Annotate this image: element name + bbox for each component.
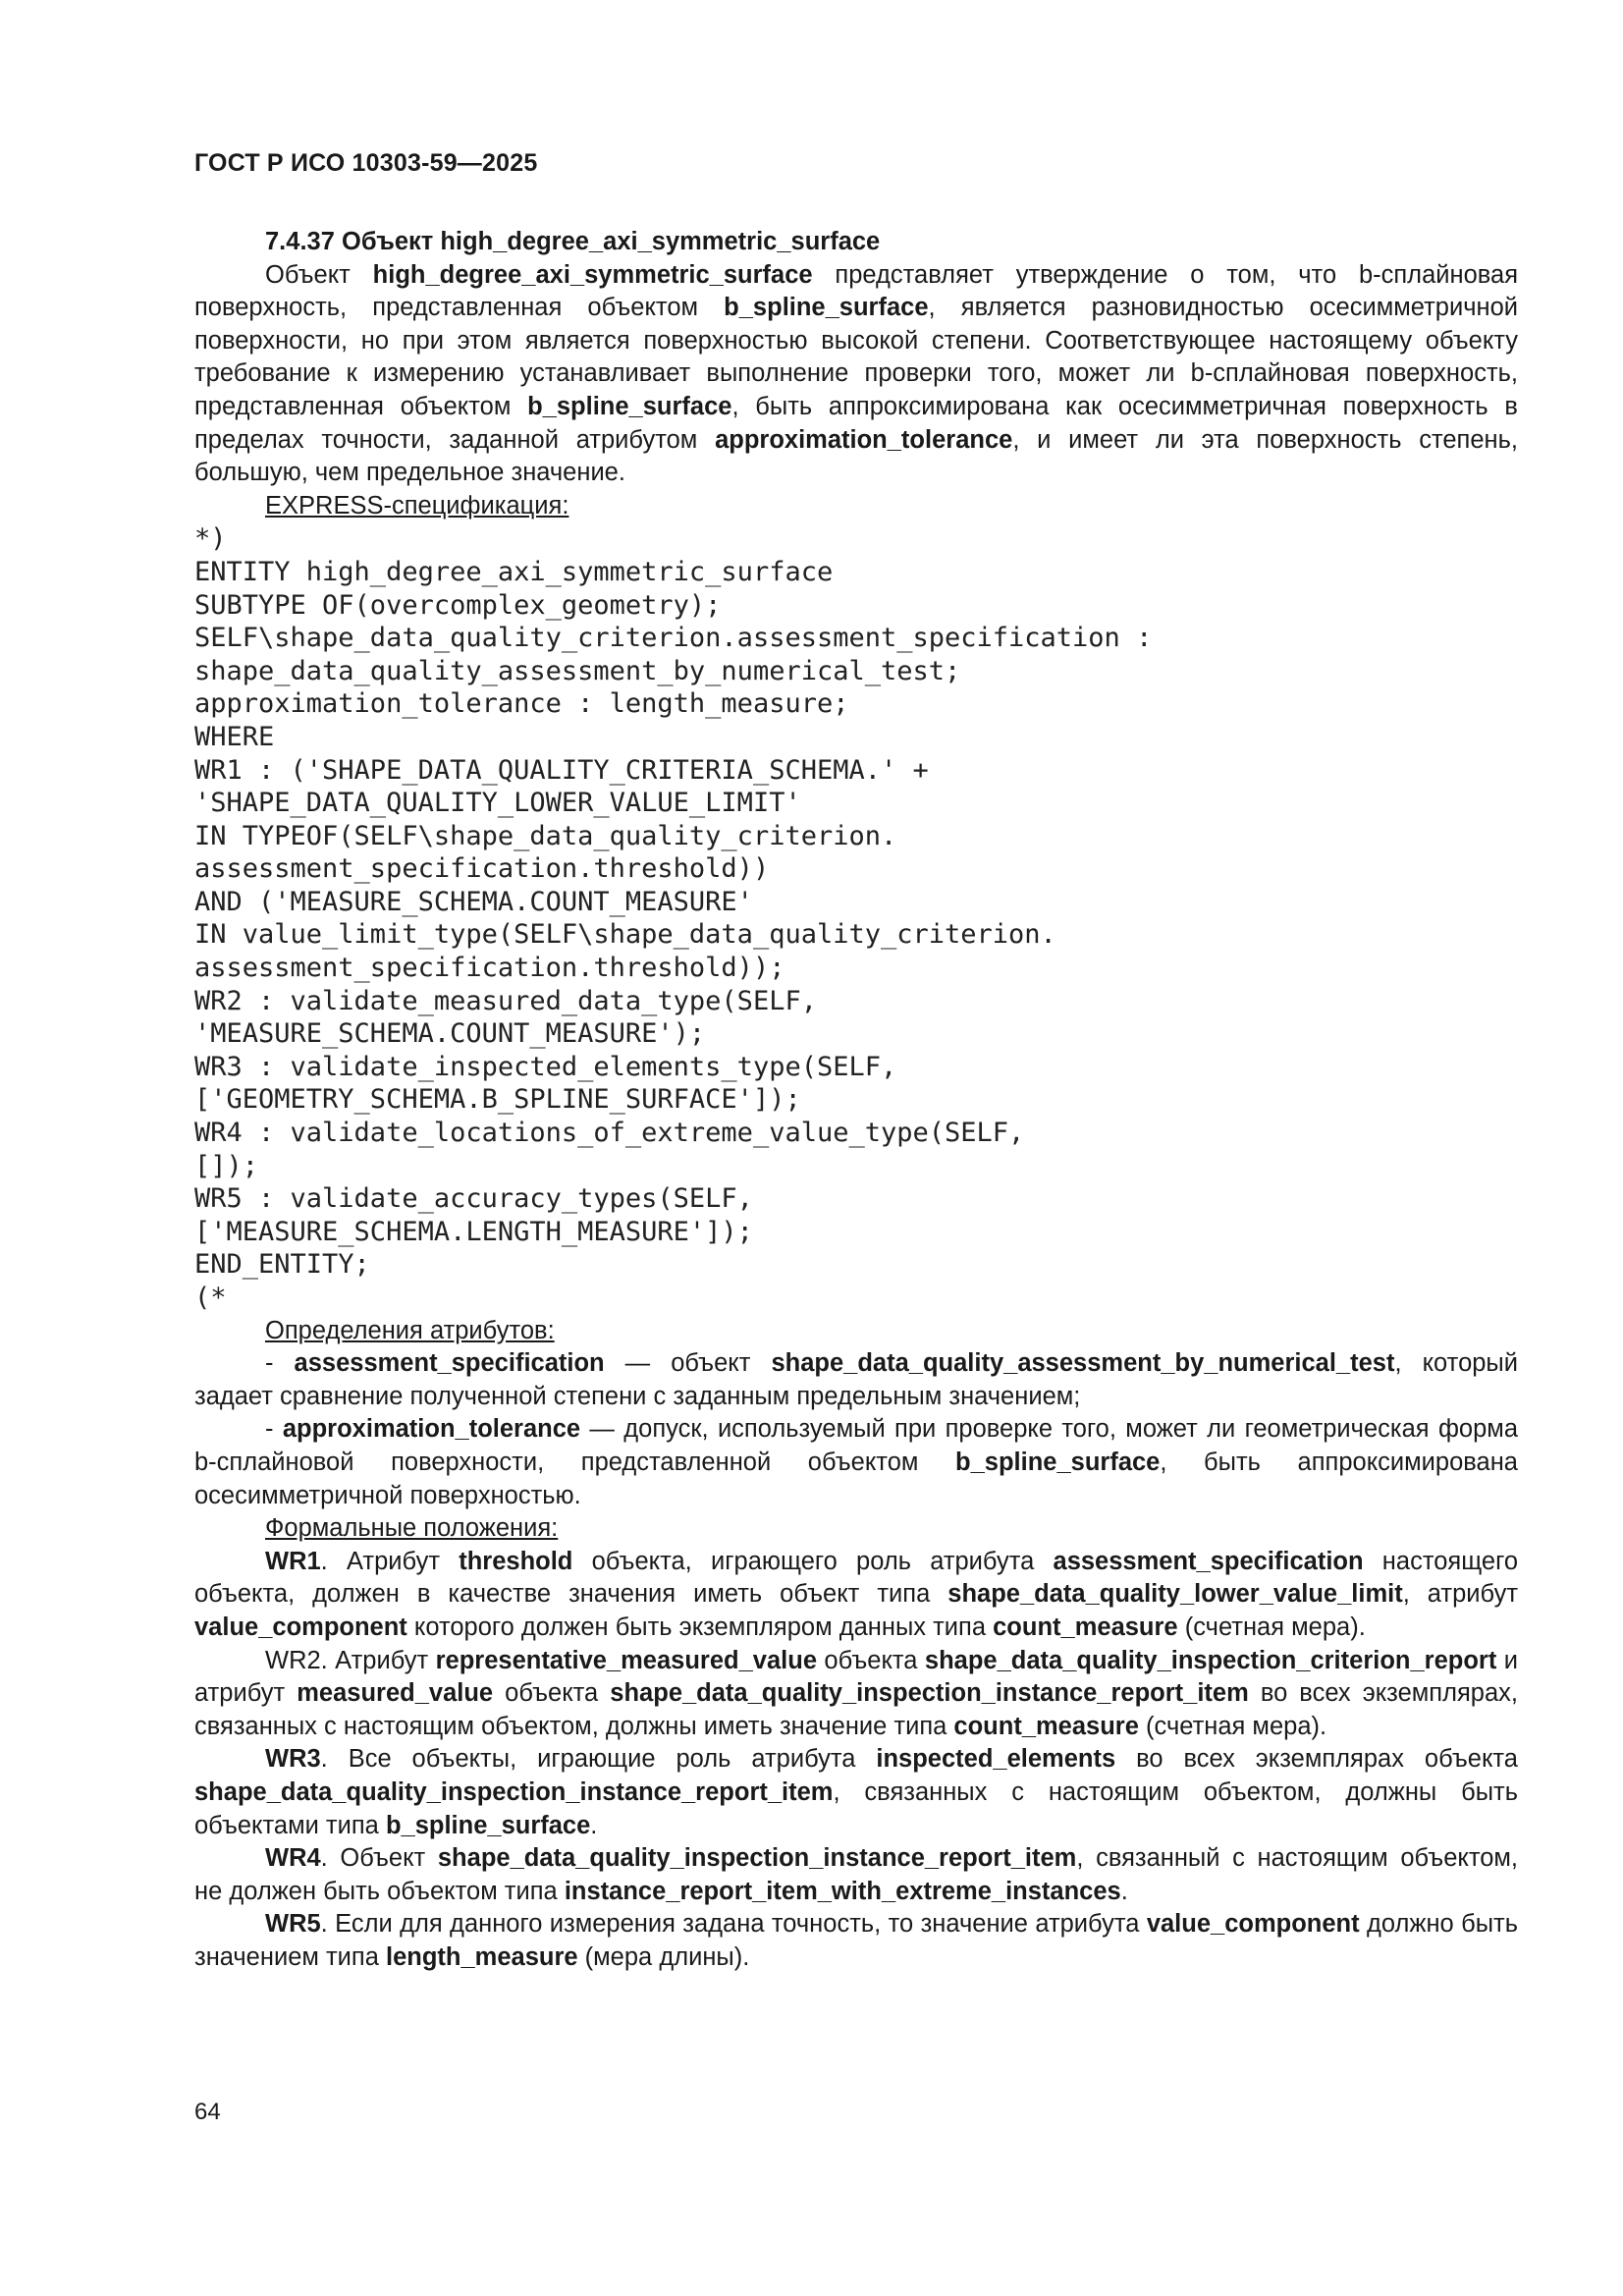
- entity-name: shape_data_quality_inspection_instance_report_item: [437, 1844, 1077, 1873]
- entity-name: instance_report_item_with_extreme_instances: [564, 1877, 1121, 1905]
- attr-text: , который задает сравнение полученной степени с заданным предельным значением;: [194, 1349, 1518, 1410]
- entity-name: shape_data_quality_inspection_criterion_report: [924, 1646, 1497, 1674]
- express-heading: EXPRESS-спецификация:: [265, 491, 569, 519]
- rule-text: во всех экземплярах, связанных с настоящим объектом, должны иметь значение типа: [194, 1679, 1518, 1740]
- document-header: ГОСТ Р ИСО 10303-59—2025: [194, 149, 538, 177]
- rule-text: . Если для данного измерения задана точность, то значение атрибута: [320, 1910, 1147, 1939]
- rule-label: WR3: [265, 1745, 321, 1774]
- rule-text: . Все объекты, играющие роль атрибута: [320, 1745, 877, 1774]
- intro-text: , и имеет ли эта поверхность степень, большую, чем предельное значение.: [194, 425, 1518, 487]
- intro-text: , быть аппроксимирована как осесимметричная поверхность в пределах точности, заданной атрибутом: [194, 392, 1518, 454]
- attribute-name: value_component: [194, 1613, 407, 1641]
- section-title: 7.4.37 Объект high_degree_axi_symmetric_surface: [265, 228, 881, 255]
- intro-paragraph: [194, 259, 1518, 490]
- attr-text: — допуск, используемый при проверке того, может ли геометрическая форма b-сплайновой поверхности, представленной объектом: [194, 1415, 1518, 1476]
- attribute-name: assessment_specification: [294, 1349, 605, 1378]
- intro-text: , является разновидностью осесимметричной поверхности, но при этом является поверхностью высокой степени. Соответствующее настоящему объекту требование к измерению устанавливает выполнение проверки того, может ли b-сплайновая поверхность, представленная объектом: [194, 294, 1518, 420]
- entity-name: shape_data_quality_inspection_instance_report_item: [194, 1777, 834, 1806]
- attribute-name: approximation_tolerance: [282, 1415, 581, 1444]
- attribute-name: threshold: [459, 1547, 573, 1575]
- express-code-block: *) ENTITY high_degree_axi_symmetric_surface SUBTYPE OF(overcomplex_geometry); SELF\shape_data_quality_criterion.assessment_specification : shape_data_quality_assessment_by_numerical_test; approximation_tolerance : length_measure; WHERE WR1 : ('SHAPE_DATA_QUALITY_CRITERIA_SCHEMA.' + 'SHAPE_DATA_QUALITY_LOWER_VALUE_LIMIT' IN TYPEOF(SELF\shape_data_quality_criterion. assessment_specification.threshold)) AND ('MEASURE_SCHEMA.COUNT_MEASURE' IN value_limit_type(SELF\shape_data_quality_criterion. assessment_specification.threshold)); WR2 : validate_measured_data_type(SELF, 'MEASURE_SCHEMA.COUNT_MEASURE'); WR3 : validate_inspected_elements_type(SELF, ['GEOMETRY_SCHEMA.B_SPLINE_SURFACE']); WR4 : validate_locations_of_extreme_value_type(SELF, []); WR5 : validate_accuracy_types(SELF, ['MEASURE_SCHEMA.LENGTH_MEASURE']); END_ENTITY; (*: [194, 523, 1153, 1313]
- rule-wr5: [194, 1908, 1518, 1974]
- entity-name: b_spline_surface: [527, 392, 732, 420]
- rule-wr3: [194, 1743, 1518, 1842]
- rule-text: объекта: [493, 1679, 611, 1708]
- rule-text: и атрибут: [194, 1646, 1518, 1708]
- attribute-name: measured_value: [297, 1679, 494, 1708]
- attr-definition: [194, 1413, 1518, 1512]
- rule-wr1: [194, 1546, 1518, 1645]
- rule-text: . Атрибут: [320, 1547, 460, 1575]
- rule-label: WR4: [265, 1844, 321, 1873]
- list-dash: -: [265, 1349, 295, 1378]
- entity-name: high_degree_axi_symmetric_surface: [372, 260, 813, 289]
- attribute-name: representative_measured_value: [435, 1646, 817, 1674]
- rule-label: WR1: [265, 1547, 321, 1575]
- rule-label: WR5: [265, 1910, 321, 1939]
- rule-text: которого должен быть экземпляром данных типа: [406, 1613, 994, 1641]
- type-name: count_measure: [993, 1613, 1178, 1641]
- list-dash: -: [265, 1415, 283, 1444]
- intro-text: представляет утверждение о том, что b-сплайновая поверхность, представленная объектом: [194, 260, 1519, 322]
- entity-name: b_spline_surface: [724, 294, 929, 322]
- attr-text: — объект: [604, 1349, 772, 1378]
- rule-text: во всех экземплярах объекта: [1115, 1745, 1518, 1774]
- rule-text: , связанных с настоящим объектом, должны быть объектами типа: [194, 1777, 1518, 1839]
- entity-name: b_spline_surface: [955, 1448, 1161, 1476]
- section-body: [194, 226, 1518, 1974]
- attr-heading: Определения атрибутов:: [265, 1316, 555, 1344]
- express-heading-line: [194, 490, 1518, 523]
- formal-heading: Формальные положения:: [265, 1514, 559, 1543]
- entity-name: b_spline_surface: [385, 1811, 591, 1839]
- entity-name: shape_data_quality_assessment_by_numerical_test: [771, 1349, 1395, 1378]
- attribute-name: inspected_elements: [876, 1745, 1116, 1774]
- entity-name: shape_data_quality_lower_value_limit: [947, 1580, 1403, 1609]
- attribute-name: value_component: [1146, 1910, 1360, 1939]
- rule-text: , атрибут: [1402, 1580, 1519, 1609]
- attr-heading-line: [194, 1315, 1518, 1348]
- rule-text: , связанный с настоящим объектом, не должен быть объектом типа: [194, 1844, 1519, 1905]
- rule-text: объекта, играющего роль атрибута: [572, 1547, 1054, 1575]
- rule-wr4: [194, 1842, 1518, 1908]
- rule-text: должно быть значением типа: [194, 1910, 1518, 1971]
- page-number: 64: [194, 2099, 221, 2125]
- formal-heading-line: [194, 1512, 1518, 1546]
- intro-text: Объект: [265, 260, 373, 289]
- rule-wr2: [194, 1645, 1518, 1744]
- attribute-name: assessment_specification: [1053, 1547, 1364, 1575]
- attribute-name: approximation_tolerance: [715, 425, 1013, 454]
- rule-text: . Объект: [320, 1844, 438, 1873]
- rule-text: .: [590, 1811, 598, 1839]
- attr-text: , быть аппроксимирована осесимметричной поверхностью.: [194, 1448, 1518, 1509]
- rule-text: объекта: [817, 1646, 925, 1674]
- rule-text: Атрибут: [327, 1646, 436, 1674]
- rule-text: .: [1120, 1877, 1128, 1905]
- rule-text: (счетная мера).: [1138, 1712, 1327, 1740]
- type-name: length_measure: [386, 1942, 578, 1971]
- entity-name: shape_data_quality_inspection_instance_report_item: [610, 1679, 1249, 1708]
- type-name: count_measure: [953, 1712, 1139, 1740]
- rule-text: (счетная мера).: [1177, 1613, 1366, 1641]
- rule-text: настоящего объекта, должен в качестве значения иметь объект типа: [194, 1547, 1519, 1609]
- attr-definition: [194, 1347, 1518, 1413]
- rule-text: (мера длины).: [577, 1942, 750, 1971]
- rule-label: WR2.: [265, 1646, 328, 1674]
